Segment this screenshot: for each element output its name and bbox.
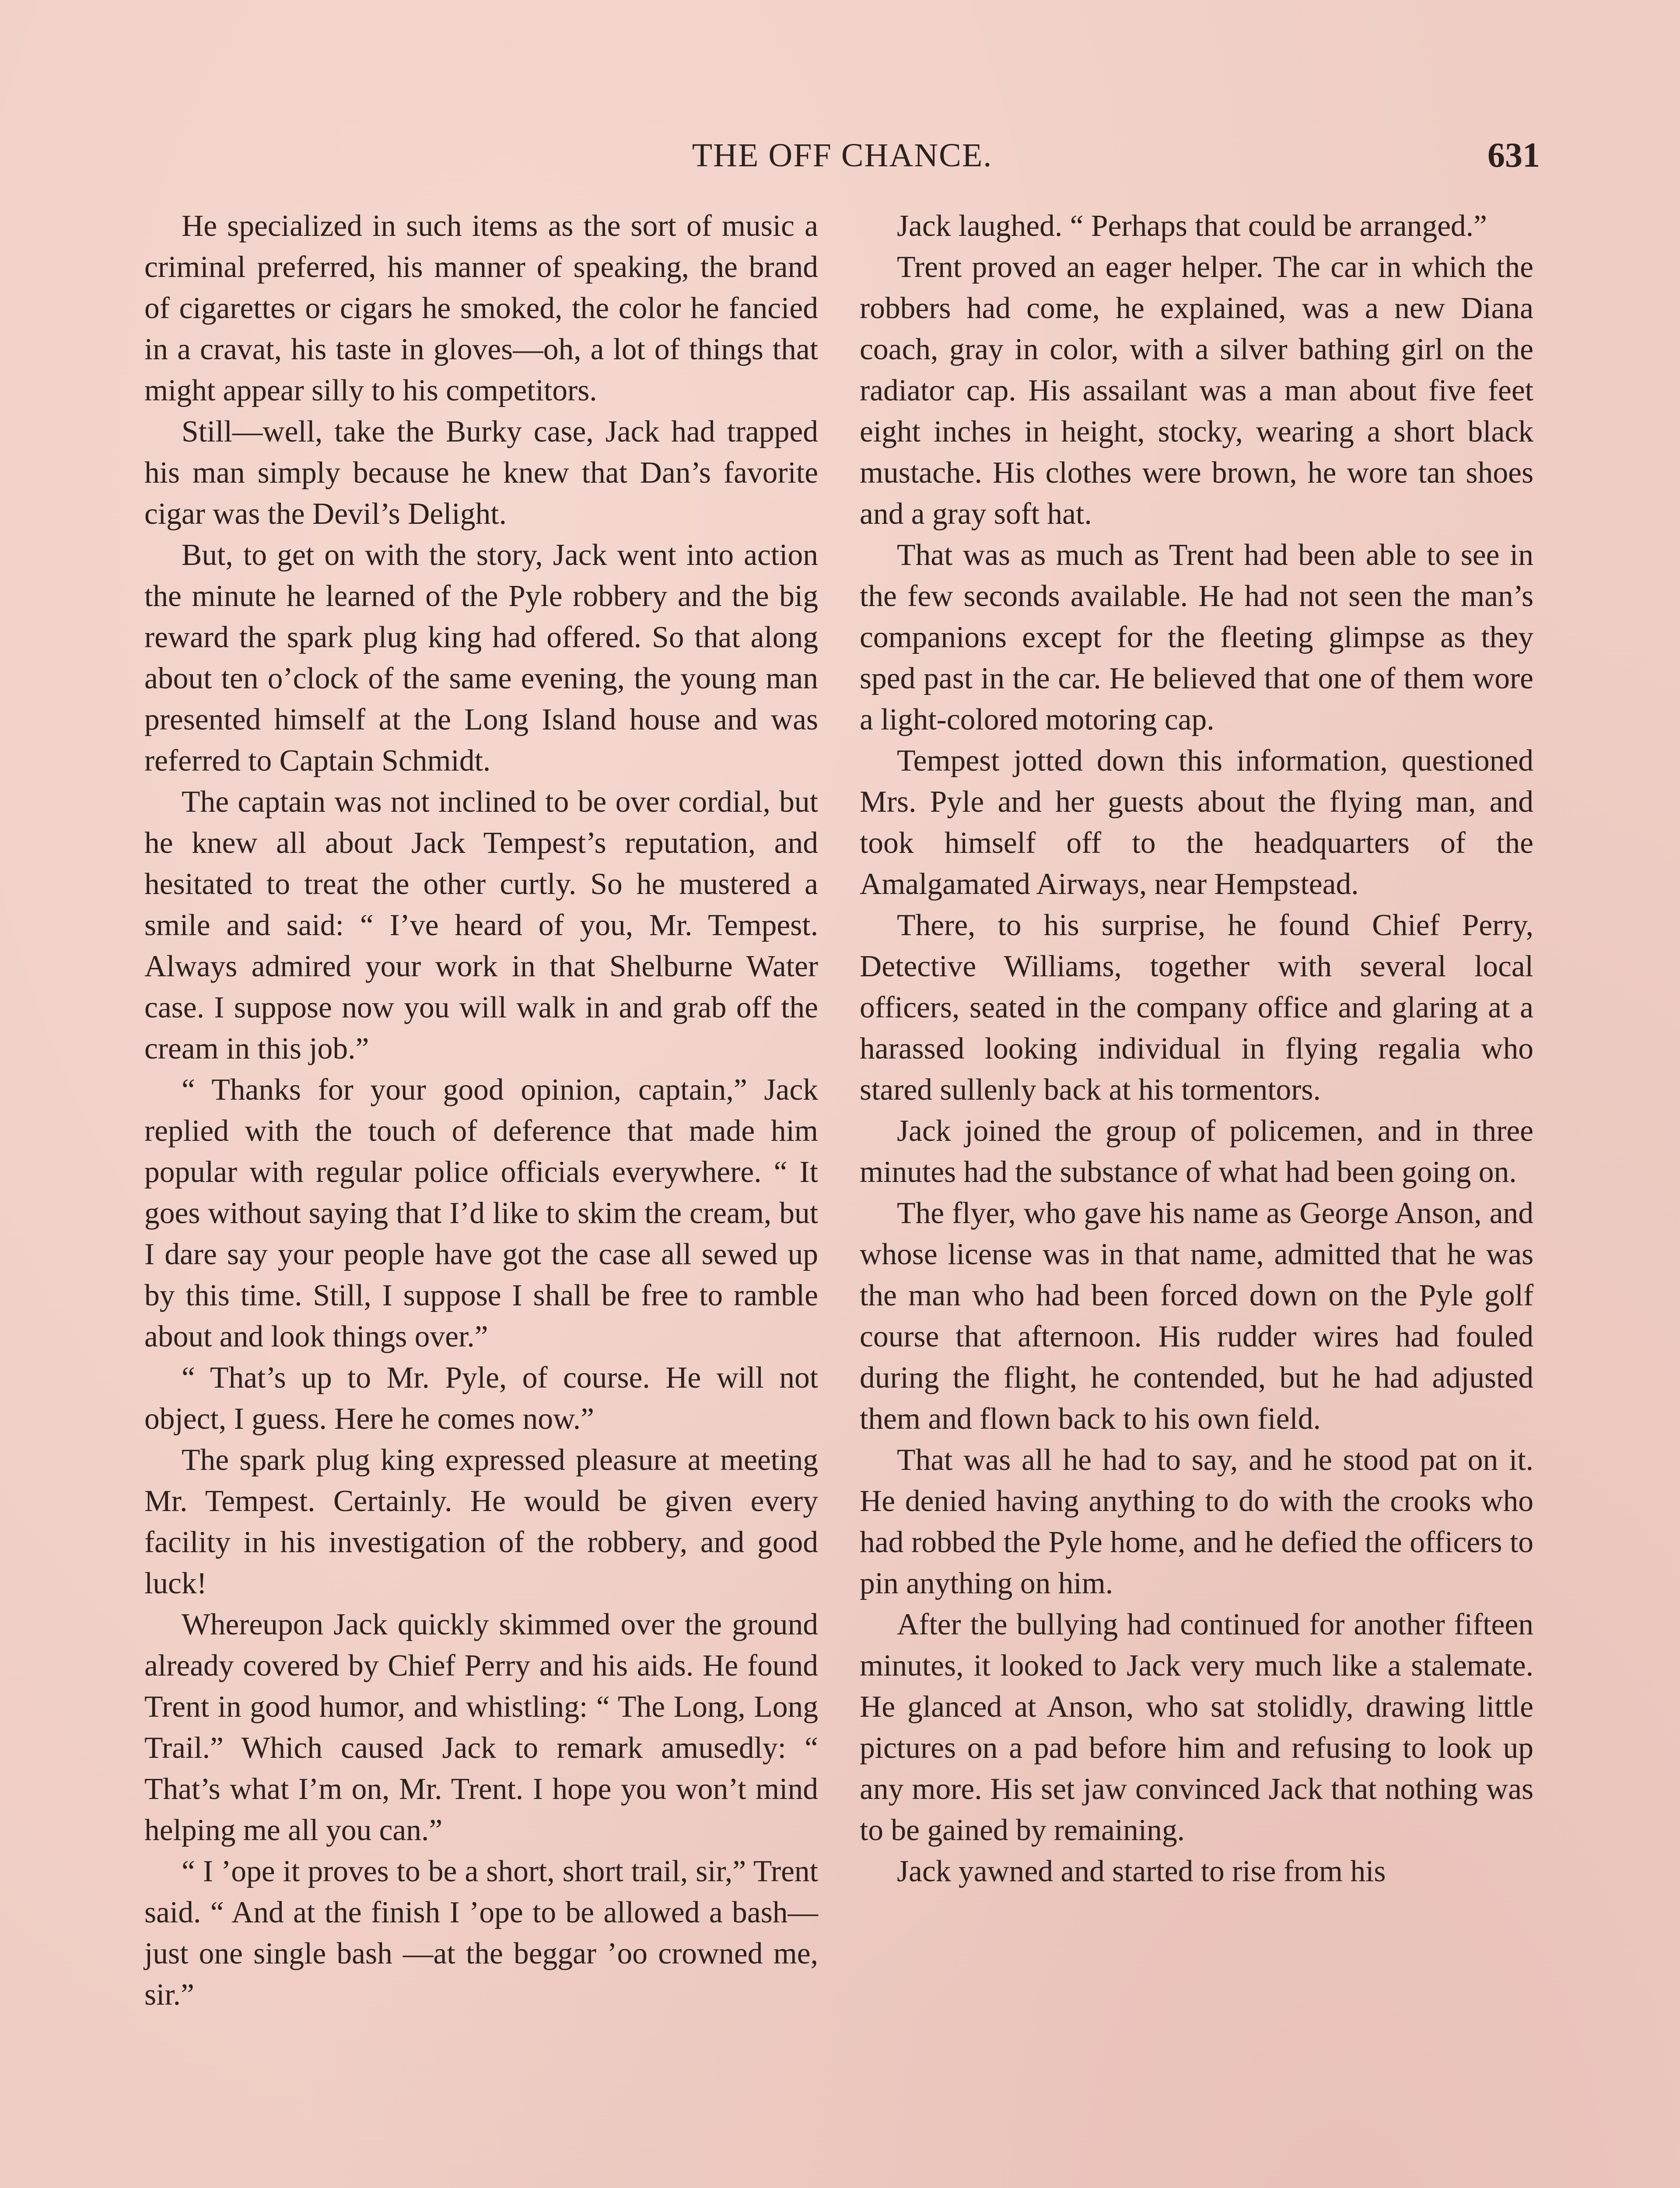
- page-header: [144, 131, 1540, 179]
- paragraph: “ Thanks for your good opinion, captain,” Jack replied with the touch of deference that made him popular with regular police officials everywhere. “ It goes without saying that I’d like to skim the cream, but I dare say your people have got the case all sewed up by this time. Still, I suppose I shall be free to ramble about and look things over.”: [144, 1073, 818, 1353]
- paragraph: Trent proved an eager helper. The car in which the robbers had come, he explained, was a new Diana coach, gray in color, with a silver bathing girl on the radiator cap. His assailant was a man about five feet eight inches in height, stocky, wearing a short black mustache. His clothes were brown, he wore tan shoes and a gray soft hat.: [860, 250, 1533, 531]
- paragraph: The flyer, who gave his name as George Anson, and whose license was in that name, admitted that he was the man who had been forced down on the Pyle golf course that afternoon. His rudder wires had fouled during the flight, he contended, but he had adjusted them and flown back to his own field.: [860, 1196, 1533, 1436]
- running-title: THE OFF CHANCE.: [692, 137, 993, 174]
- paragraph: That was all he had to say, and he stood pat on it. He denied having anything to do with the crooks who had robbed the Pyle home, and he defied the officers to pin anything on him.: [860, 1443, 1533, 1600]
- paragraph: Jack yawned and started to rise from his: [897, 1855, 1386, 1888]
- paragraph: The spark plug king expressed pleasure at meeting Mr. Tempest. Certainly. He would be given every facility in his investigation of the robbery, and good luck!: [144, 1443, 818, 1600]
- paragraph: But, to get on with the story, Jack went into action the minute he learned of the Pyle robbery and the big reward the spark plug king had offered. So that along about ten o’clock of the same evening, the young man presented himself at the Long Island house and was referred to Captain Schmidt.: [144, 538, 818, 778]
- paragraph: Whereupon Jack quickly skimmed over the ground already covered by Chief Perry and his aids. He found Trent in good humor, and whistling: “ The Long, Long Trail.” Which caused Jack to remark amusedly: “ That’s what I’m on, Mr. Trent. I hope you won’t mind helping me all you can.”: [144, 1608, 818, 1847]
- paragraph: “ That’s up to Mr. Pyle, of course. He will not object, I guess. Here he comes now.”: [144, 1361, 818, 1436]
- paragraph: Jack laughed. “ Perhaps that could be arranged.”: [897, 209, 1487, 243]
- right-text-column: [860, 206, 1533, 1892]
- paragraph: He specialized in such items as the sort of music a criminal preferred, his manner of speaking, the brand of cigarettes or cigars he smoked, the color he fancied in a cravat, his taste in gloves—oh, a lot of things that might appear silly to his competitors.: [144, 209, 818, 407]
- paragraph: Still—well, take the Burky case, Jack had trapped his man simply because he knew that Dan’s favorite cigar was the Devil’s Delight.: [144, 415, 818, 531]
- paragraph: “ I ’ope it proves to be a short, short trail, sir,” Trent said. “ And at the finish I ’ope to be allowed a bash—just one single bash —at the beggar ’oo crowned me, sir.”: [144, 1855, 818, 2012]
- paragraph: Jack joined the group of policemen, and in three minutes had the substance of what had been going on.: [860, 1114, 1533, 1189]
- left-text-column: [144, 206, 818, 2016]
- page-number: 631: [1488, 136, 1540, 175]
- paragraph: There, to his surprise, he found Chief Perry, Detective Williams, together with several local officers, seated in the company office and glaring at a harassed looking individual in flying regalia who stared sullenly back at his tormentors.: [860, 908, 1533, 1107]
- paragraph: After the bullying had continued for another fifteen minutes, it looked to Jack very much like a stalemate. He glanced at Anson, who sat stolidly, drawing little pictures on a pad before him and refusing to look up any more. His set jaw convinced Jack that nothing was to be gained by remaining.: [860, 1608, 1533, 1847]
- paragraph: Tempest jotted down this information, questioned Mrs. Pyle and her guests about the flying man, and took himself off to the headquarters of the Amalgamated Airways, near Hempstead.: [860, 744, 1533, 901]
- paragraph: The captain was not inclined to be over cordial, but he knew all about Jack Tempest’s reputation, and hesitated to treat the other curtly. So he mustered a smile and said: “ I’ve heard of you, Mr. Tempest. Always admired your work in that Shelburne Water case. I suppose now you will walk in and grab off the cream in this job.”: [144, 785, 818, 1066]
- paragraph: That was as much as Trent had been able to see in the few seconds available. He had not seen the man’s companions except for the fleeting glimpse as they sped past in the car. He believed that one of them wore a light-colored motoring cap.: [860, 538, 1533, 736]
